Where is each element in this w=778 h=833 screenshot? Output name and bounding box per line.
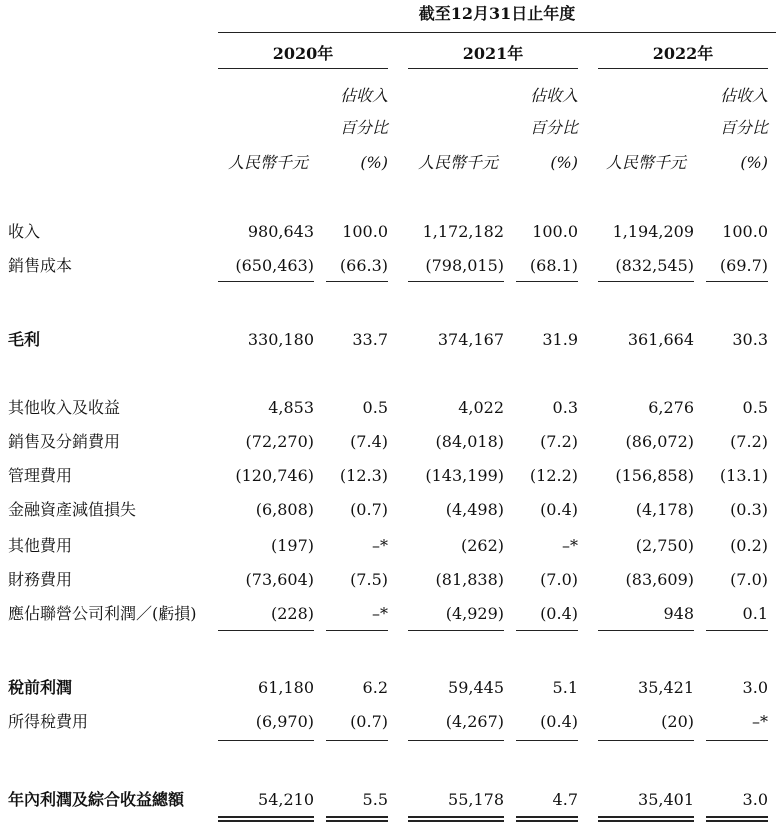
percent-cell: (0.7) xyxy=(350,712,388,731)
amount-cell: (6,970) xyxy=(255,712,314,731)
subtotal-line xyxy=(706,740,768,741)
pct-header-line1: 佔收入 xyxy=(719,86,768,105)
total-double-line xyxy=(516,816,578,822)
amount-cell: 361,664 xyxy=(627,330,694,349)
percent-cell: (68.1) xyxy=(529,256,578,275)
percent-cell: (0.7) xyxy=(350,500,388,519)
percent-cell: (7.2) xyxy=(540,432,578,451)
amount-cell: (73,604) xyxy=(245,570,314,589)
amount-cell: (20) xyxy=(661,712,694,731)
row-label: 銷售成本 xyxy=(8,256,73,275)
amount-cell: 1,194,209 xyxy=(612,222,694,241)
subtotal-line xyxy=(408,740,504,741)
year-underline-2022 xyxy=(598,68,768,69)
amount-cell: (4,929) xyxy=(445,604,504,623)
percent-cell: (12.3) xyxy=(339,466,388,485)
percent-cell: 33.7 xyxy=(352,330,388,349)
amount-cell: 6,276 xyxy=(648,398,694,417)
amount-cell: (2,750) xyxy=(635,536,694,555)
year-underline-2020 xyxy=(218,68,388,69)
pct-header-symbol: (%) xyxy=(740,153,768,172)
percent-cell: (7.2) xyxy=(730,432,768,451)
amount-cell: (6,808) xyxy=(255,500,314,519)
percent-cell: 100.0 xyxy=(342,222,388,241)
row-label: 毛利 xyxy=(8,330,41,349)
subtotal-line xyxy=(598,281,694,282)
percent-cell: (12.2) xyxy=(529,466,578,485)
year-header-2021: 2021年 xyxy=(462,44,524,63)
year-underline-2021 xyxy=(408,68,578,69)
amount-cell: (120,746) xyxy=(235,466,314,485)
percent-cell: (0.4) xyxy=(540,712,578,731)
year-header-2022: 2022年 xyxy=(652,44,714,63)
percent-cell: 0.3 xyxy=(552,398,578,417)
period-header: 截至12月31日止年度 xyxy=(418,4,576,23)
currency-header: 人民幣千元 xyxy=(228,153,309,172)
total-double-line xyxy=(218,816,314,822)
subtotal-line xyxy=(218,281,314,282)
percent-cell: –* xyxy=(372,536,388,555)
total-double-line xyxy=(326,816,388,822)
row-label: 稅前利潤 xyxy=(8,678,73,697)
percent-cell: (7.5) xyxy=(350,570,388,589)
amount-cell: 59,445 xyxy=(448,678,504,697)
currency-header: 人民幣千元 xyxy=(418,153,499,172)
subtotal-line xyxy=(706,281,768,282)
percent-cell: (69.7) xyxy=(719,256,768,275)
amount-cell: (84,018) xyxy=(435,432,504,451)
year-header-2020: 2020年 xyxy=(272,44,334,63)
amount-cell: 35,421 xyxy=(638,678,694,697)
amount-cell: (72,270) xyxy=(245,432,314,451)
percent-cell: 31.9 xyxy=(542,330,578,349)
total-double-line xyxy=(598,816,694,822)
amount-cell: (798,015) xyxy=(425,256,504,275)
amount-cell: 374,167 xyxy=(437,330,504,349)
percent-cell: –* xyxy=(372,604,388,623)
currency-header: 人民幣千元 xyxy=(606,153,687,172)
percent-cell: (7.0) xyxy=(730,570,768,589)
subtotal-line xyxy=(598,630,694,631)
amount-cell: (262) xyxy=(460,536,504,555)
percent-cell: (7.4) xyxy=(350,432,388,451)
subtotal-line xyxy=(408,281,504,282)
amount-cell: (143,199) xyxy=(425,466,504,485)
subtotal-line xyxy=(598,740,694,741)
percent-cell: 0.1 xyxy=(742,604,768,623)
percent-cell: (0.4) xyxy=(540,604,578,623)
subtotal-line xyxy=(516,740,578,741)
amount-cell: (86,072) xyxy=(625,432,694,451)
percent-cell: 30.3 xyxy=(732,330,768,349)
amount-cell: (4,267) xyxy=(445,712,504,731)
row-label: 其他費用 xyxy=(8,536,73,555)
amount-cell: 61,180 xyxy=(258,678,314,697)
row-label: 所得稅費用 xyxy=(8,712,89,731)
row-label: 年內利潤及綜合收益總額 xyxy=(8,790,185,809)
amount-cell: (81,838) xyxy=(435,570,504,589)
subtotal-line xyxy=(516,281,578,282)
percent-cell: 0.5 xyxy=(362,398,388,417)
subtotal-line xyxy=(326,630,388,631)
amount-cell: 4,853 xyxy=(268,398,314,417)
subtotal-line xyxy=(516,630,578,631)
amount-cell: (228) xyxy=(270,604,314,623)
pct-header-line2: 百分比 xyxy=(719,118,768,137)
row-label: 財務費用 xyxy=(8,570,73,589)
amount-cell: (4,498) xyxy=(445,500,504,519)
amount-cell: (650,463) xyxy=(235,256,314,275)
percent-cell: 100.0 xyxy=(532,222,578,241)
pct-header-line2: 百分比 xyxy=(339,118,388,137)
percent-cell: 3.0 xyxy=(742,678,768,697)
subtotal-line xyxy=(326,740,388,741)
pct-header-symbol: (%) xyxy=(550,153,578,172)
pct-header-line2: 百分比 xyxy=(529,118,578,137)
subtotal-line xyxy=(706,630,768,631)
row-label: 金融資產減值損失 xyxy=(8,500,137,519)
subtotal-line xyxy=(218,740,314,741)
percent-cell: 6.2 xyxy=(362,678,388,697)
percent-cell: –* xyxy=(562,536,578,555)
percent-cell: (66.3) xyxy=(339,256,388,275)
amount-cell: 330,180 xyxy=(247,330,314,349)
percent-cell: (0.4) xyxy=(540,500,578,519)
amount-cell: (83,609) xyxy=(625,570,694,589)
subtotal-line xyxy=(218,630,314,631)
pct-header-line1: 佔收入 xyxy=(339,86,388,105)
amount-cell: (197) xyxy=(270,536,314,555)
amount-cell: 4,022 xyxy=(458,398,504,417)
percent-cell: (13.1) xyxy=(719,466,768,485)
percent-cell: 3.0 xyxy=(742,790,768,809)
row-label: 應佔聯營公司利潤／(虧損) xyxy=(8,604,197,623)
subtotal-line xyxy=(326,281,388,282)
percent-cell: 5.1 xyxy=(552,678,578,697)
percent-cell: (0.2) xyxy=(730,536,768,555)
percent-cell: (0.3) xyxy=(730,500,768,519)
percent-cell: 0.5 xyxy=(742,398,768,417)
amount-cell: 55,178 xyxy=(448,790,504,809)
pct-header-line1: 佔收入 xyxy=(529,86,578,105)
row-label: 收入 xyxy=(8,222,41,241)
percent-cell: –* xyxy=(752,712,768,731)
total-double-line xyxy=(408,816,504,822)
amount-cell: (832,545) xyxy=(615,256,694,275)
row-label: 管理費用 xyxy=(8,466,73,485)
amount-cell: 54,210 xyxy=(258,790,314,809)
period-underline xyxy=(218,32,776,33)
total-double-line xyxy=(706,816,768,822)
percent-cell: 100.0 xyxy=(722,222,768,241)
amount-cell: (156,858) xyxy=(615,466,694,485)
row-label: 銷售及分銷費用 xyxy=(8,432,121,451)
percent-cell: 4.7 xyxy=(552,790,578,809)
amount-cell: 1,172,182 xyxy=(422,222,504,241)
amount-cell: (4,178) xyxy=(635,500,694,519)
row-label: 其他收入及收益 xyxy=(8,398,121,417)
percent-cell: 5.5 xyxy=(362,790,388,809)
pct-header-symbol: (%) xyxy=(360,153,388,172)
percent-cell: (7.0) xyxy=(540,570,578,589)
subtotal-line xyxy=(408,630,504,631)
amount-cell: 980,643 xyxy=(247,222,314,241)
amount-cell: 35,401 xyxy=(638,790,694,809)
amount-cell: 948 xyxy=(663,604,694,623)
